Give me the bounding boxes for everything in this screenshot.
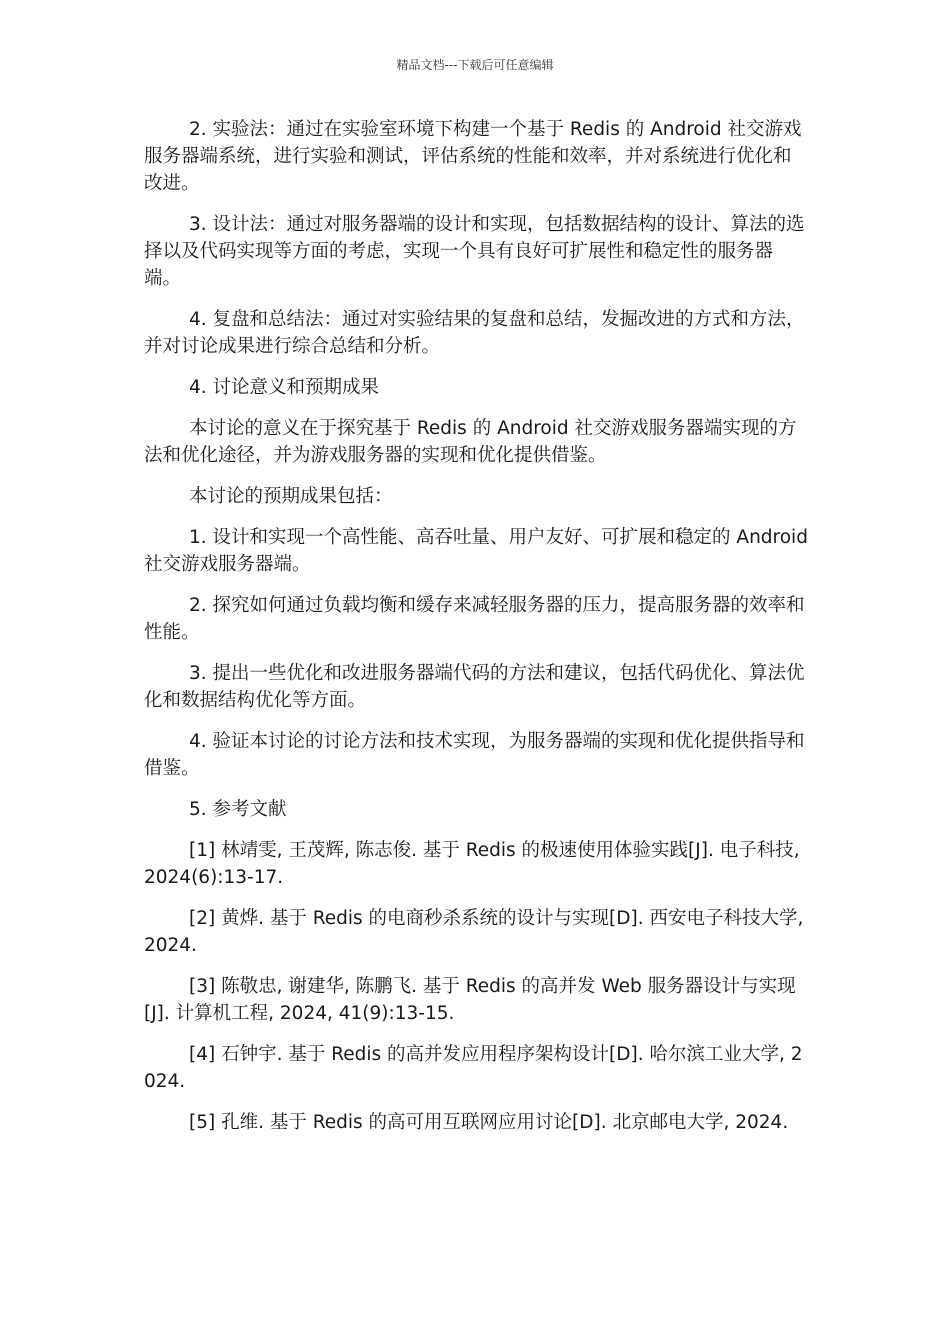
- expected-result-4: 4. 验证本讨论的讨论方法和技术实现，为服务器端的实现和优化提供指导和借鉴。: [144, 731, 805, 779]
- significance-paragraph: 本讨论的意义在于探究基于 Redis 的 Android 社交游戏服务器端实现的方法和优化途径，并为游戏服务器的实现和优化提供借鉴。: [144, 418, 797, 466]
- reference-3: [3] 陈敬忠, 谢建华, 陈鹏飞. 基于 Redis 的高并发 Web 服务器设计与实现[J]. 计算机工程, 2024, 41(9):13-15.: [144, 976, 796, 1024]
- reference-5: [5] 孔维. 基于 Redis 的高可用互联网应用讨论[D]. 北京邮电大学, 2024.: [189, 1112, 789, 1133]
- page-header: 精品文档---下载后可任意编辑: [396, 58, 554, 72]
- section-heading-significance: 4. 讨论意义和预期成果: [189, 377, 380, 398]
- expected-results-intro: 本讨论的预期成果包括：: [189, 486, 393, 507]
- method-experiment-paragraph: 2. 实验法：通过在实验室环境下构建一个基于 Redis 的 Android 社交游戏服务器端系统，进行实验和测试，评估系统的性能和效率，并对系统进行优化和改进。: [144, 119, 802, 194]
- method-review-paragraph: 4. 复盘和总结法：通过对实验结果的复盘和总结，发掘改进的方式和方法，并对讨论成果进行综合总结和分析。: [144, 309, 805, 357]
- reference-1: [1] 林靖雯, 王茂辉, 陈志俊. 基于 Redis 的极速使用体验实践[J]. 电子科技, 2024(6):13-17.: [144, 840, 800, 888]
- reference-2: [2] 黄烨. 基于 Redis 的电商秒杀系统的设计与实现[D]. 西安电子科技大学, 2024.: [144, 908, 804, 956]
- reference-4: [4] 石钟宇. 基于 Redis 的高并发应用程序架构设计[D]. 哈尔滨工业大学, 2024.: [144, 1044, 803, 1092]
- method-design-paragraph: 3. 设计法：通过对服务器端的设计和实现，包括数据结构的设计、算法的选择以及代码实现等方面的考虑，实现一个具有良好可扩展性和稳定性的服务器端。: [144, 214, 805, 289]
- section-heading-references: 5. 参考文献: [189, 799, 287, 820]
- expected-result-2: 2. 探究如何通过负载均衡和缓存来减轻服务器的压力，提高服务器的效率和性能。: [144, 595, 805, 643]
- document-body: [144, 116, 808, 1150]
- expected-result-3: 3. 提出一些优化和改进服务器端代码的方法和建议，包括代码优化、算法优化和数据结构优化等方面。: [144, 663, 805, 711]
- expected-result-1: 1. 设计和实现一个高性能、高吞吐量、用户友好、可扩展和稳定的 Android 社交游戏服务器端。: [144, 527, 808, 575]
